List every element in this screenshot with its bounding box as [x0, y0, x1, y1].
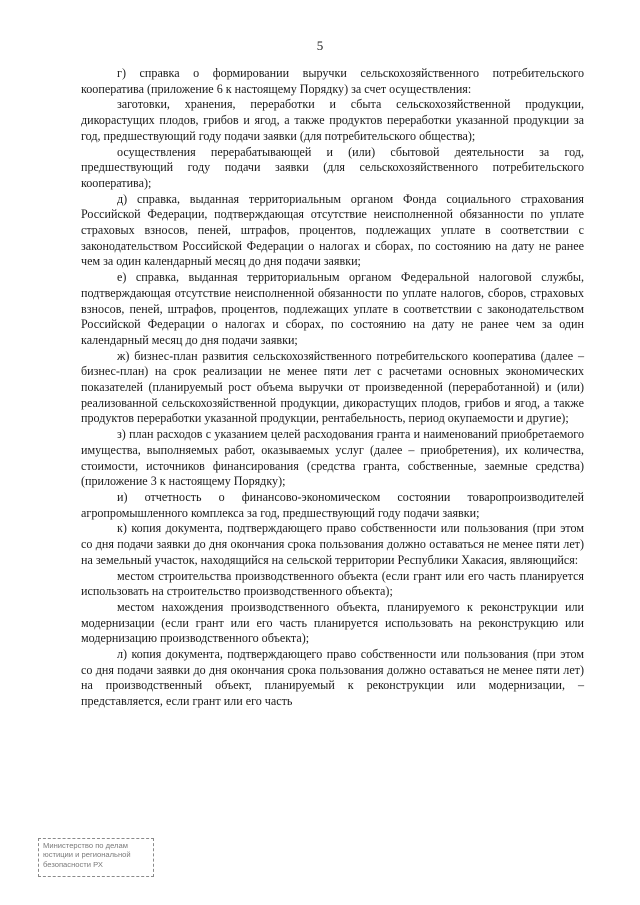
paragraph-z: з) план расходов с указанием целей расходования гранта и наименований приобретаемого имущества, выполняемых работ, оказываемых услуг (далее – приобретения), их количества, стоимости, источников финансирования (средства гранта, собственные, заемные средства) (приложение 3 к настоящему Порядку); — [81, 427, 584, 489]
page-number: 5 — [316, 38, 324, 53]
paragraph-d: д) справка, выданная территориальным органом Фонда социального страхования Российской Федерации, подтверждающая отсутствие неисполненной обязанности по уплате страховых взносов, пеней, штрафов, процентов, подлежащих уплате в соответствии с законодательством Российской Федерации о налогах и сборах, по состоянию на дату не ранее чем за один календарный месяц до дня подачи заявки; — [81, 191, 584, 269]
paragraph-e: е) справка, выданная территориальным органом Федеральной налоговой службы, подтверждающая отсутствие неисполненной обязанности по уплате налогов, сборов, страховых взносов, пеней, штрафов, процентов, подлежащих уплате в соответствии с законодательством Российской Федерации о налогах и сборах, по состоянию на дату не ранее чем за один календарный месяц до дня подачи заявки; — [81, 270, 584, 347]
paragraph-l: л) копия документа, подтверждающего право собственности или пользования (при этом со дня подачи заявки до дня окончания срока пользования должно оставаться не менее пяти лет) на производственный объект, планируемый к реконструкции или модернизации, – представляется, если грант или его часть — [81, 647, 584, 709]
paragraph-g-item-2: осуществления перерабатывающей и (или) сбытовой деятельности за год, предшествующий году подачи заявки (для сельскохозяйственного потребительского кооператива); — [81, 144, 584, 190]
paragraph-k: к) копия документа, подтверждающего право собственности или пользования (при этом со дня подачи заявки до дня окончания срока пользования должно оставаться не менее пяти лет) на земельный участок, находящийся на сельской территории Республики Хакасия, являющийся: — [81, 521, 584, 567]
stamp-line: Министерство по делам — [43, 841, 128, 850]
paragraph-zh: ж) бизнес-план развития сельскохозяйственного потребительского кооператива (далее – бизнес-план) на срок реализации не менее пяти лет с расчетами основных экономических показателей (планируемый рост объема выручки от произведенной (переработанной) и (или) реализованной сельскохозяйственной продукции, дикорастущих плодов, грибов и ягод, а также продуктов переработки указанной продукции, рентабельность, период окупаемости и другие); — [81, 348, 584, 426]
registration-stamp — [38, 838, 154, 877]
stamp-line: юстиции и региональной — [43, 850, 131, 860]
stamp-line: безопасности РХ — [43, 859, 103, 869]
paragraph-k-item-1: местом строительства производственного объекта (если грант или его часть планируется использовать на строительство производственного объекта); — [81, 568, 584, 599]
paragraph-i: и) отчетность о финансово-экономическом состоянии товаропроизводителей агропромышленного комплекса за год, предшествующий году подачи заявки; — [81, 489, 584, 520]
paragraph-k-item-2: местом нахождения производственного объекта, планируемого к реконструкции или модернизации (если грант или его часть планируется использовать на реконструкцию или модернизацию производственного объекта); — [81, 599, 584, 646]
document-body — [81, 66, 584, 710]
paragraph-g-item-1: заготовки, хранения, переработки и сбыта сельскохозяйственной продукции, дикорастущих плодов, грибов и ягод, а также продуктов переработки указанной продукции за год, предшествующий году подачи заявки (для потребительского общества); — [81, 97, 584, 143]
paragraph-g: г) справка о формировании выручки сельскохозяйственного потребительского кооператива (приложение 6 к настоящему Порядку) за счет осуществления: — [81, 66, 584, 96]
